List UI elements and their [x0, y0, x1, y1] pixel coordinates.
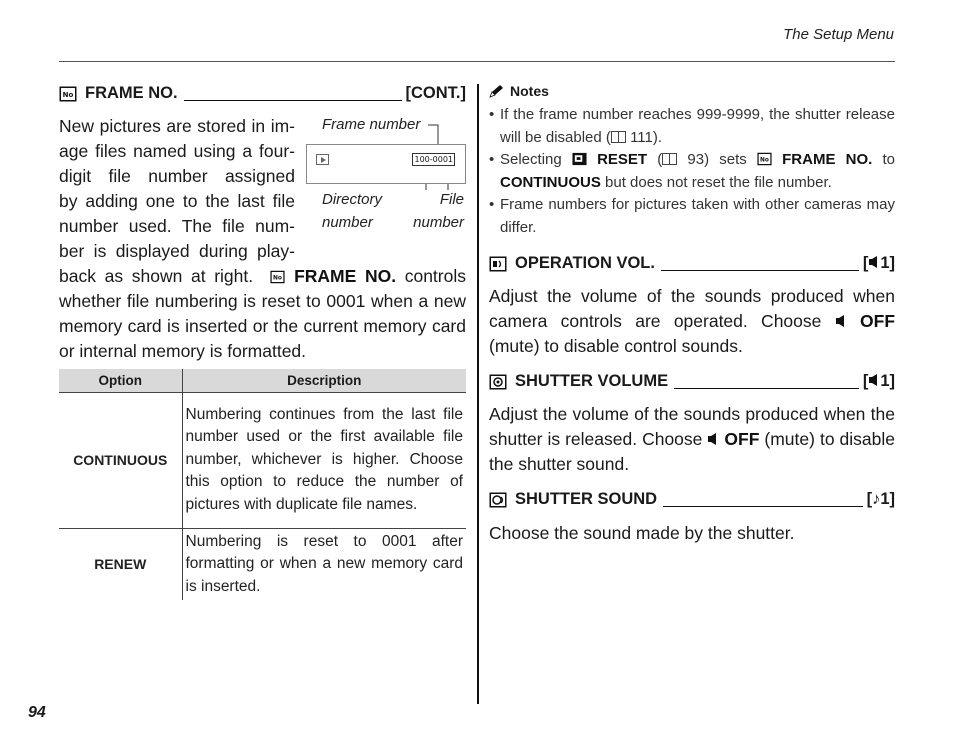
shutter-volume-body: Adjust the volume of the sounds produced when the shutter is released. Choose OFF (mute) to disable the shutter sound.	[489, 404, 895, 474]
mute-speaker-icon	[707, 432, 719, 446]
frame-no-icon	[59, 86, 77, 102]
shutter-sound-heading	[489, 490, 895, 509]
shutter-sound-title: SHUTTER SOUND	[515, 490, 658, 508]
frame-no-heading	[59, 84, 466, 103]
directory-label: Directory number	[322, 191, 383, 231]
operation-vol-icon	[489, 256, 507, 272]
shutter-sound-icon	[489, 492, 507, 508]
frame-no-cont: [CONT.]	[405, 84, 466, 102]
shutter-volume-value: [ 1]	[862, 372, 895, 390]
col-option: Option	[59, 369, 182, 392]
frame-no-options-table	[59, 369, 466, 600]
screen-frame-number: 100-0001	[414, 155, 453, 164]
page-number: 94	[28, 704, 46, 721]
list-item: • If the frame number reaches 999-9999, the shutter release will be disabled ( 111).	[489, 104, 895, 149]
option-renew: RENEW	[59, 528, 182, 600]
option-description: Numbering continues from the last file number used or the first available file number, whichever is higher. Choose this option to reduce the number of pictures with duplicate file names.	[182, 392, 466, 528]
book-icon	[611, 131, 626, 143]
table-row	[59, 392, 466, 528]
frame-no-title: FRAME NO.	[85, 84, 178, 102]
operation-vol-value: [ 1]	[862, 254, 895, 272]
shutter-volume-title: SHUTTER VOLUME	[515, 372, 669, 390]
notes-heading: Notes	[489, 83, 549, 99]
svg-text:No: No	[62, 91, 74, 99]
speaker-icon	[868, 255, 880, 269]
option-continuous: CONTINUOUS	[59, 392, 182, 528]
mute-speaker-icon	[835, 314, 847, 328]
shutter-volume-heading	[489, 372, 895, 391]
frame-no-body: back as shown at right. No FRAME NO. controls whether file numbering is reset to 0001 when a new memory card is inserted or the current memory card or internal memory is formatted.	[59, 266, 466, 361]
shutter-volume-icon	[489, 374, 507, 390]
svg-text:No: No	[273, 275, 283, 282]
list-item: • Selecting RESET ( 93) sets No FRAME NO. to CONTINUOUS but does not reset the file number.	[489, 149, 895, 194]
svg-text:No: No	[760, 157, 769, 164]
playback-icon	[316, 154, 329, 165]
notes-list	[489, 104, 895, 239]
running-head: The Setup Menu	[783, 26, 894, 43]
operation-vol-heading	[489, 254, 895, 273]
frame-no-inline-icon	[270, 270, 285, 284]
list-item: • Frame numbers for pictures taken with other cameras may differ.	[489, 194, 895, 239]
frame-number-label: Frame number	[322, 116, 421, 133]
frame-no-inline-icon	[757, 152, 772, 166]
shutter-sound-body: Choose the sound made by the shutter.	[489, 523, 795, 543]
reset-icon	[572, 152, 587, 166]
file-label: File number	[413, 191, 464, 231]
speaker-icon	[868, 373, 880, 387]
pencil-icon	[489, 84, 505, 98]
playback-screen	[306, 144, 466, 184]
operation-vol-title: OPERATION VOL.	[515, 254, 655, 272]
frame-no-intro: New pictures are stored in im- age files named using a four- digit file number assigned by adding one to the last file number used. The file num- ber is displayed during play-	[59, 116, 295, 261]
shutter-sound-value: [♪1]	[866, 490, 895, 508]
operation-vol-body: Adjust the volume of the sounds produced when camera controls are operated. Choose OFF (mute) to disable control sounds.	[489, 286, 896, 356]
book-icon	[662, 153, 677, 165]
col-description: Description	[182, 369, 466, 392]
table-row	[59, 528, 466, 600]
option-description: Numbering is reset to 0001 after formatting or when a new memory card is inserted.	[185, 532, 463, 595]
header-rule	[59, 61, 895, 62]
column-divider	[477, 84, 479, 704]
